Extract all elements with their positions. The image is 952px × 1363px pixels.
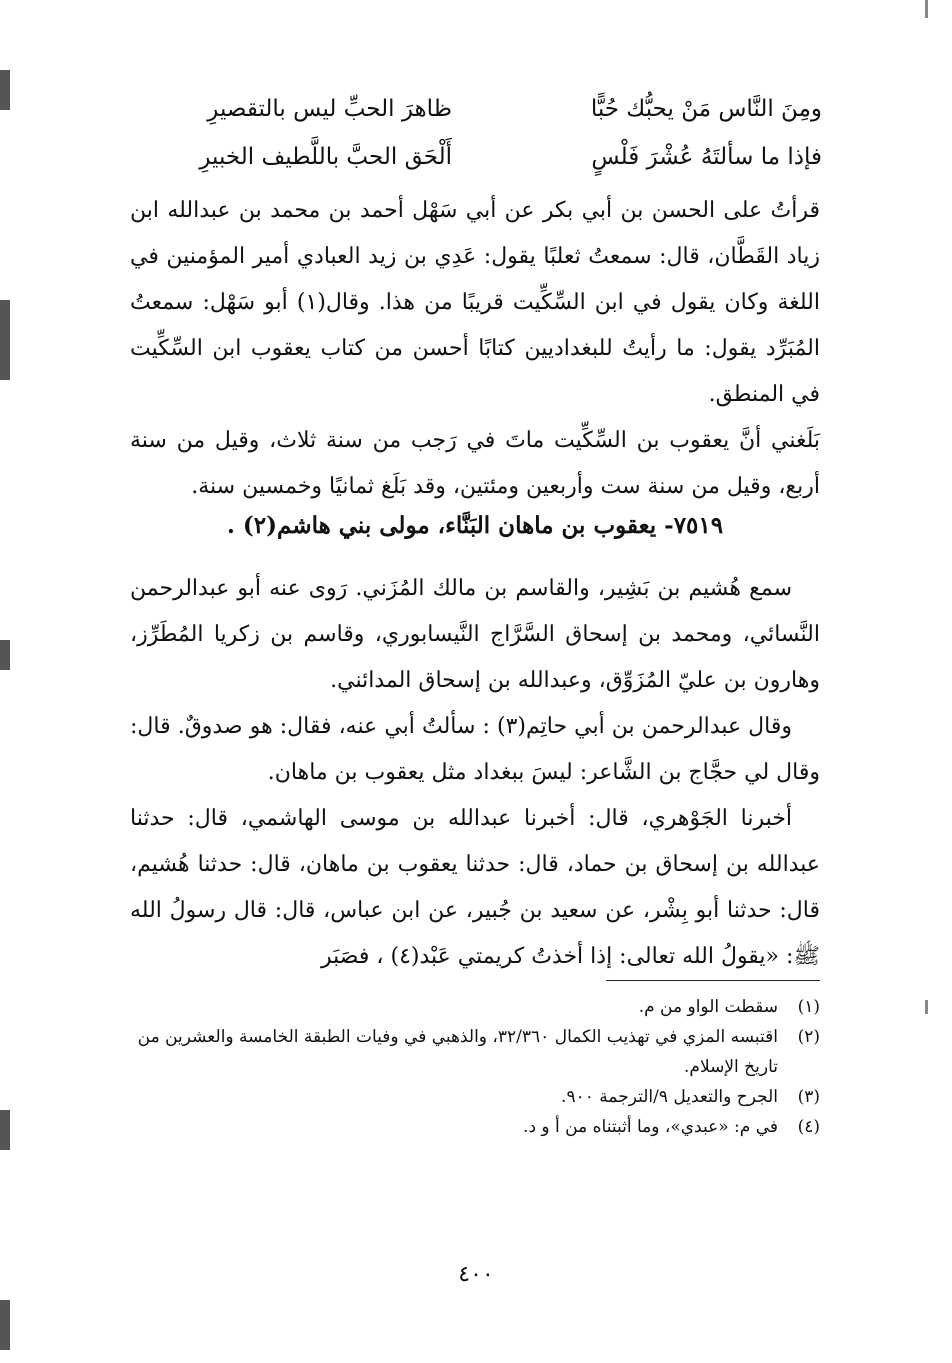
verse-hemistich-first: فإذا ما سألتَهُ عُشْرَ فَلْسٍ — [591, 144, 822, 170]
poem-verse — [0, 136, 952, 178]
scan-edge-mark — [0, 640, 10, 670]
scan-edge-mark — [925, 0, 928, 18]
scan-edge-mark — [925, 1000, 928, 1014]
verse-hemistich-second: ظاهرَ الحبِّ ليس بالتقصيرِ — [207, 96, 452, 122]
footnote-number: (٢) — [797, 1027, 820, 1047]
body-paragraph: وقال عبدالرحمن بن أبي حاتِم(٣) : سألتُ أبي عنه، فقال: هو صدوقٌ. قال: وقال لي حجَّاج بن الشَّاعر: ليسَ ببغداد مثل يعقوب بن ماهان. — [130, 714, 820, 785]
body-paragraph: أخبرنا الجَوْهري، قال: أخبرنا عبدالله بن موسى الهاشمي، قال: حدثنا عبدالله بن إسحاق بن حماد، قال: حدثنا يعقوب بن ماهان، قال: حدثنا هُشيم، قال: حدثنا أبو بِشْر، عن سعيد بن جُبير، عن ابن عباس، قال: قال رسولُ الله ﷺ: «يقولُ الله تعالى: إذا أخذتُ كريمتي عَبْد(٤) ، فصَبَر — [130, 806, 820, 969]
scan-edge-mark — [0, 1300, 10, 1350]
footnote — [130, 992, 820, 1022]
footnote-text: سقطت الواو من م. — [638, 997, 778, 1017]
footnotes — [130, 992, 820, 1142]
body-paragraph: قرأتُ على الحسن بن أبي بكر عن أبي سَهْل أحمد بن محمد بن عبدالله ابن زياد القَطَّان، قال: سمعتُ ثعلبًا يقول: عَدِي بن زيد العبادي أمير المؤمنين في اللغة وكان يقول في ابن السِّكِّيت قريبًا من هذا. وقال(١) أبو سَهْل: سمعتُ المُبَرِّد يقول: ما رأيتُ للبغداديين كتابًا أحسن من كتاب يعقوب ابن السِّكِّيت في المنطق. — [130, 198, 820, 407]
footnote-text: في م: «عبدي»، وما أثبتناه من أ و د. — [523, 1117, 778, 1137]
verse-hemistich-first: ومِنَ النَّاس مَنْ يحبُّك حُبًّا — [590, 96, 822, 122]
footnote-number: (٣) — [797, 1087, 820, 1107]
verse-hemistich-second: أَلْحَق الحبَّ باللَّطيف الخبيرِ — [199, 144, 452, 170]
footnote — [130, 1082, 820, 1112]
entry-heading: ٧٥١٩- يعقوب بن ماهان البَنَّاء، مولى بني هاشم(٢) . — [226, 512, 724, 539]
body-paragraph: سمع هُشيم بن بَشِير، والقاسم بن مالك المُزَني. رَوى عنه أبو عبدالرحمن النَّسائي، ومحمد بن إسحاق السَّرَّاج النَّيسابوري، وقاسم بن زكريا المُطَرِّز، وهارون بن عليّ المُزَوِّق، وعبدالله بن إسحاق المدائني. — [130, 576, 820, 693]
footnote — [130, 1022, 820, 1082]
page-number: ٤٠٠ — [458, 1262, 494, 1287]
text-block — [130, 566, 820, 980]
scan-edge-mark — [0, 1110, 10, 1150]
poem-verse — [0, 88, 952, 130]
footnote-number: (٤) — [797, 1117, 820, 1137]
footnote-text: الجرح والتعديل ٩/الترجمة ٩٠٠. — [561, 1087, 778, 1107]
footnote-separator — [606, 980, 820, 981]
footnote-number: (١) — [797, 997, 820, 1017]
body-paragraph: بَلَغني أنَّ يعقوب بن السِّكِّيت ماتَ في رَجب من سنة ثلاث، وقيل من سنة أربع، وقيل من سنة ست وأربعين ومئتين، وقد بَلَغ ثمانيًا وخمسين سنة. — [130, 428, 820, 499]
footnote-text: اقتبسه المزي في تهذيب الكمال ٣٢/٣٦٠، والذهبي في وفيات الطبقة الخامسة والعشرين من تاريخ الإسلام. — [137, 1027, 778, 1077]
text-block — [130, 188, 820, 510]
footnote — [130, 1112, 820, 1142]
scan-edge-mark — [0, 300, 10, 380]
